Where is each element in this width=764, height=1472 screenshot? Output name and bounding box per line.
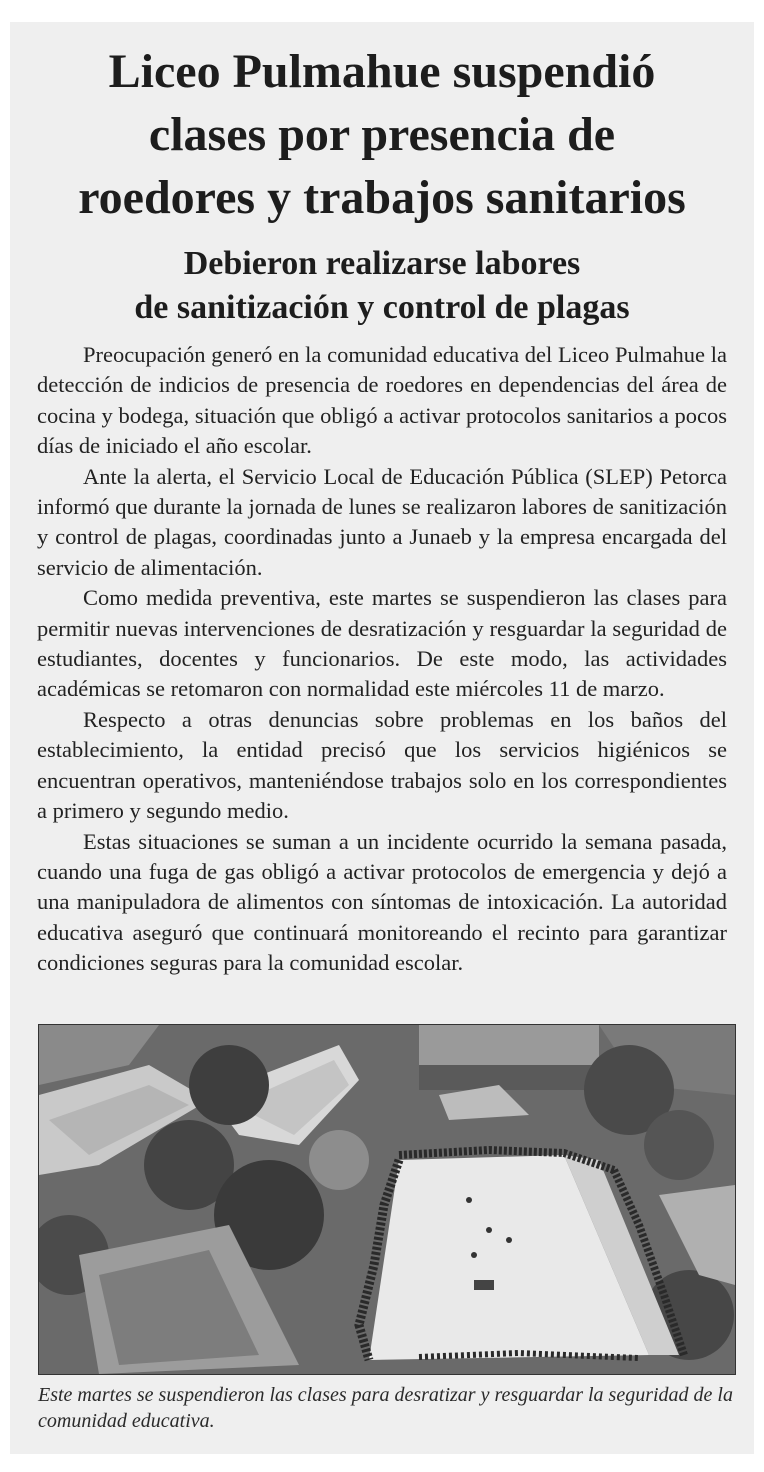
article-paragraph: Respecto a otras denuncias sobre problemas en los baños del establecimiento, la entidad precisó que los servicios higiénicos se encuentran operativos, manteniéndose trabajos solo en los correspondientes a primero y segundo medio.: [37, 706, 727, 824]
aerial-photo-illustration: [39, 1025, 735, 1374]
subheadline-line: Debieron realizarse labores: [183, 245, 581, 282]
headline-line: roedores y trabajos sanitarios: [78, 171, 686, 224]
subheadline-line: de sanitización y control de plagas: [134, 289, 630, 326]
aerial-school-photo: [38, 1024, 736, 1375]
headline: [10, 40, 754, 229]
article-body: [37, 340, 727, 979]
photo-caption: Este martes se suspendieron las clases para desratizar y resguardar la seguridad de la comunidad educativa.: [38, 1384, 733, 1432]
article-clipping: [10, 22, 754, 1454]
article-paragraph: Estas situaciones se suman a un incidente ocurrido la semana pasada, cuando una fuga de gas obligó a activar protocolos de emergencia y dejó a una manipuladora de alimentos con síntomas de intoxicación. La autoridad educativa aseguró que continuará monitoreando el recinto para garantizar condiciones seguras para la comunidad escolar.: [37, 828, 727, 976]
headline-line: clases por presencia de: [148, 108, 616, 161]
headline-line: Liceo Pulmahue suspendió: [108, 45, 656, 98]
article-paragraph: Preocupación generó en la comunidad educativa del Liceo Pulmahue la detección de indicios de presencia de roedores en dependencias del área de cocina y bodega, situación que obligó a activar protocolos sanitarios a pocos días de iniciado el año escolar.: [37, 342, 727, 459]
subheadline: [10, 242, 754, 330]
article-paragraph: Como medida preventiva, este martes se suspendieron las clases para permitir nuevas intervenciones de desratización y resguardar la seguridad de estudiantes, docentes y funcionarios. De este modo, las actividades académicas se retomaron con normalidad este miércoles 11 de marzo.: [37, 585, 727, 702]
article-paragraph: Ante la alerta, el Servicio Local de Educación Pública (SLEP) Petorca informó que durante la jornada de lunes se realizaron labores de sanitización y control de plagas, coordinadas junto a Junaeb y la empresa encargada del servicio de alimentación.: [37, 463, 727, 580]
